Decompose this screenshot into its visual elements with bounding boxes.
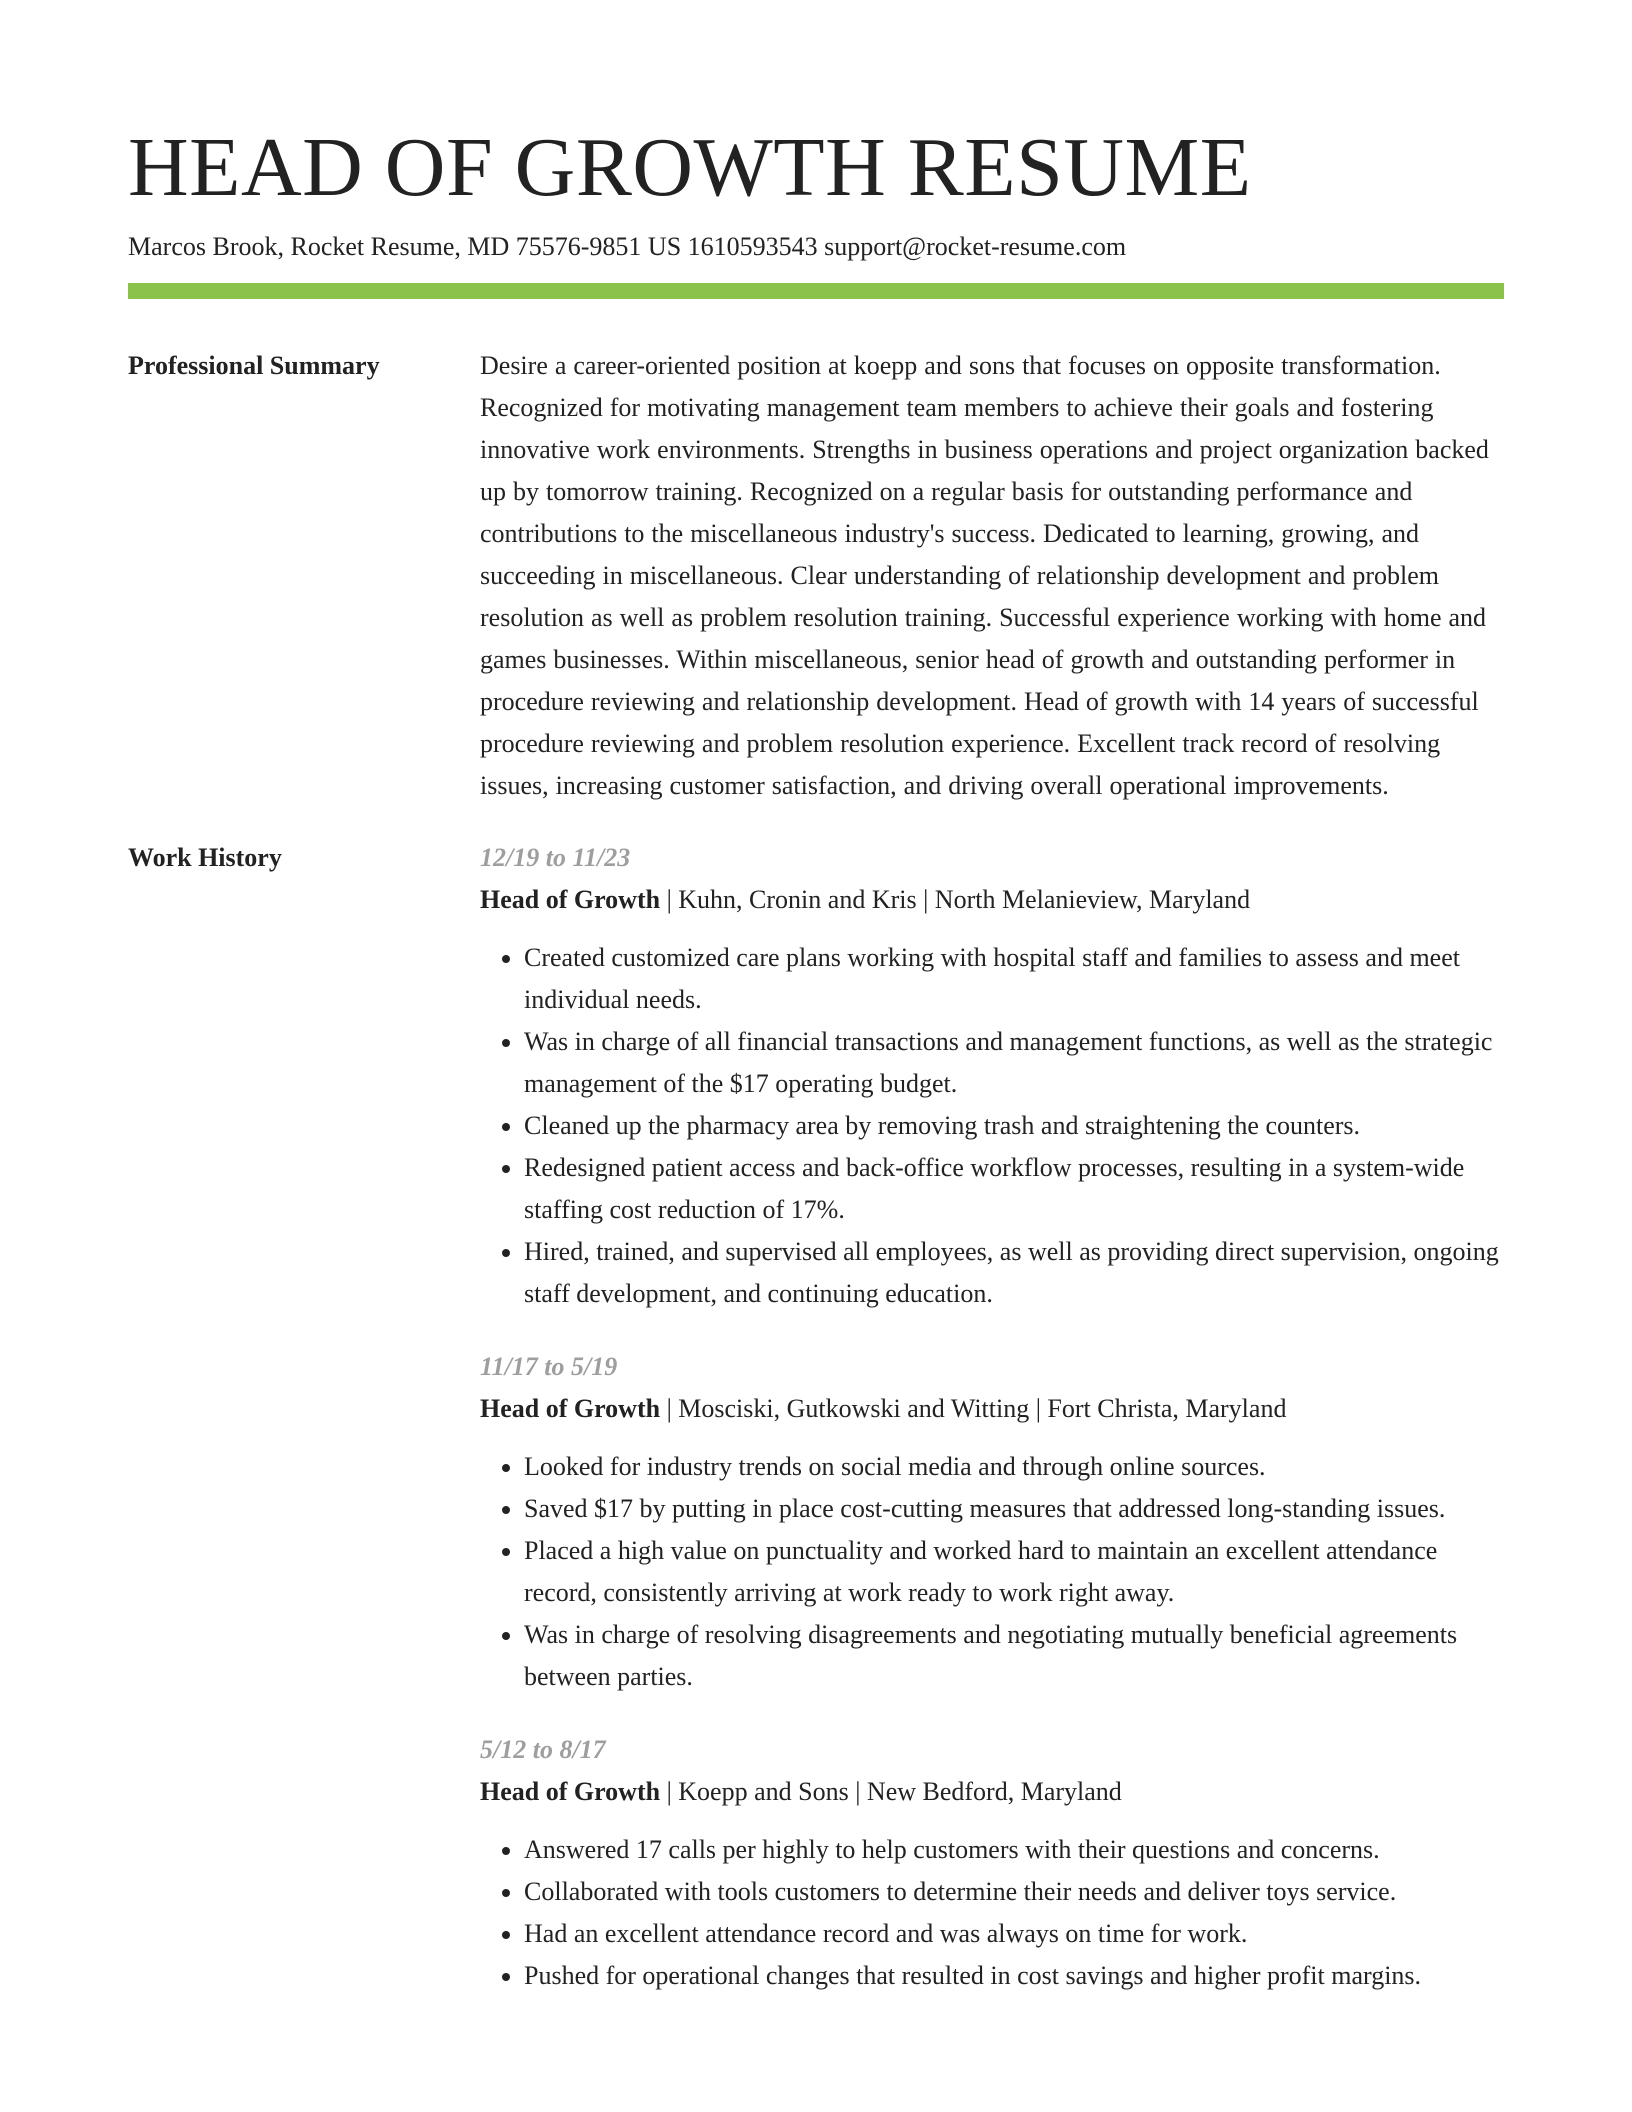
professional-summary-section (128, 345, 1504, 807)
contact-info: Marcos Brook, Rocket Resume, MD 75576-9851 US 1610593543 support@rocket-resume.com (128, 232, 1127, 261)
job-bullet: • Pushed for operational changes that resulted in cost savings and higher profit margins. (524, 1955, 1504, 1997)
job-bullet: • Hired, trained, and supervised all employees, as well as providing direct supervision, ongoing staff development, and continuing education. (524, 1231, 1504, 1315)
job-bullet: • Placed a high value on punctuality and worked hard to maintain an excellent attendance record, consistently arriving at work ready to work right away. (524, 1530, 1504, 1614)
job-title: Head of Growth (480, 885, 661, 914)
resume-title: HEAD OF GROWTH RESUME (128, 121, 1252, 214)
job-bullets (480, 937, 1504, 1315)
job-bullets (480, 1446, 1504, 1698)
job-dates: 12/19 to 11/23 (480, 843, 631, 872)
section-label-professional-summary: Professional Summary (128, 351, 380, 380)
job-entry (480, 1346, 1504, 1698)
job-bullet: • Was in charge of resolving disagreements and negotiating mutually beneficial agreements between parties. (524, 1614, 1504, 1698)
job-headline (480, 1771, 1504, 1813)
job-details: | Kuhn, Cronin and Kris | North Melanieview, Maryland (660, 885, 1251, 914)
job-entry (480, 837, 1504, 1315)
job-entry (480, 1729, 1504, 1997)
job-bullet: • Looked for industry trends on social media and through online sources. (524, 1446, 1504, 1488)
work-history-body (480, 837, 1504, 2028)
job-title: Head of Growth (480, 1777, 661, 1806)
job-bullet: • Created customized care plans working with hospital staff and families to assess and meet individual needs. (524, 937, 1504, 1021)
job-details: | Koepp and Sons | New Bedford, Maryland (660, 1777, 1122, 1806)
job-dates: 5/12 to 8/17 (480, 1735, 606, 1764)
summary-body (480, 345, 1504, 807)
resume-page (128, 0, 1504, 2028)
job-title: Head of Growth (480, 1394, 661, 1423)
job-dates: 11/17 to 5/19 (480, 1352, 618, 1381)
job-bullet: • Answered 17 calls per highly to help customers with their questions and concerns. (524, 1829, 1504, 1871)
job-bullets (480, 1829, 1504, 1997)
job-headline (480, 1388, 1504, 1430)
job-bullet: • Was in charge of all financial transactions and management functions, as well as the strategic management of the $17 operating budget. (524, 1021, 1504, 1105)
job-bullet: • Collaborated with tools customers to determine their needs and deliver toys service. (524, 1871, 1504, 1913)
job-bullet: • Redesigned patient access and back-office workflow processes, resulting in a system-wide staffing cost reduction of 17%. (524, 1147, 1504, 1231)
work-history-section (128, 837, 1504, 2028)
section-label-work-history: Work History (128, 843, 282, 872)
header-divider (128, 283, 1504, 299)
job-bullet: • Cleaned up the pharmacy area by removing trash and straightening the counters. (524, 1105, 1504, 1147)
job-headline (480, 879, 1504, 921)
job-bullet: • Saved $17 by putting in place cost-cutting measures that addressed long-standing issues. (524, 1488, 1504, 1530)
job-bullet: • Had an excellent attendance record and was always on time for work. (524, 1913, 1504, 1955)
summary-text: Desire a career-oriented position at koepp and sons that focuses on opposite transformation. Recognized for motivating management team members to achieve their goals and fostering innovative work environments. Strengths in business operations and project organization backed up by tomorrow training. Recognized on a regular basis for outstanding performance and contributions to the miscellaneous industry's success. Dedicated to learning, growing, and succeeding in miscellaneous. Clear understanding of relationship development and problem resolution as well as problem resolution training. Successful experience working with home and games businesses. Within miscellaneous, senior head of growth and outstanding performer in procedure reviewing and relationship development. Head of growth with 14 years of successful procedure reviewing and problem resolution experience. Excellent track record of resolving issues, increasing customer satisfaction, and driving overall operational improvements. (480, 351, 1489, 800)
job-details: | Mosciski, Gutkowski and Witting | Fort Christa, Maryland (660, 1394, 1287, 1423)
